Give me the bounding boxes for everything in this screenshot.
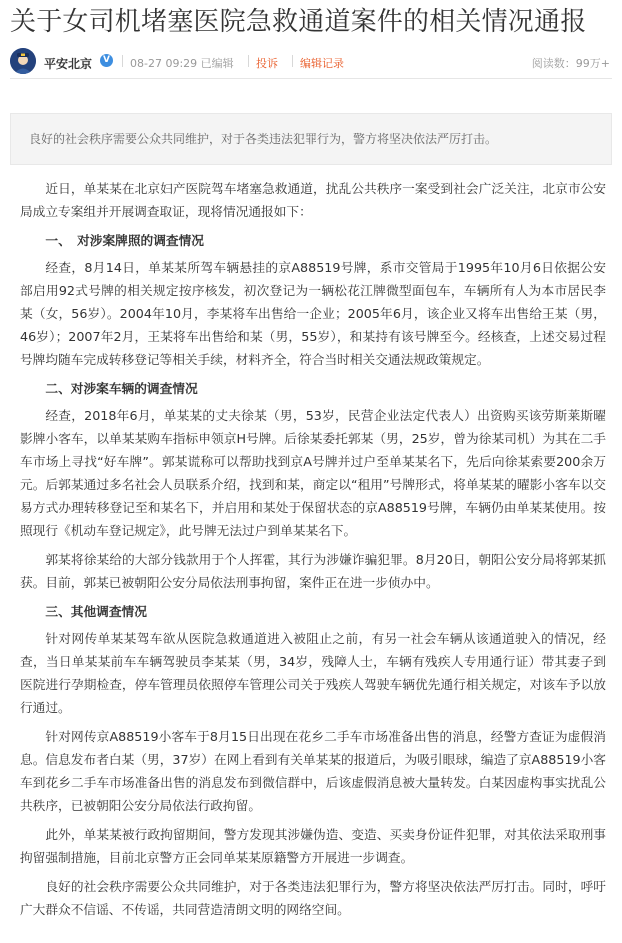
edit-log-link[interactable]: 编辑记录	[300, 57, 344, 70]
divider	[122, 55, 123, 67]
paragraph: 针对网传京A88519小客车于8月15日出现在花乡二手车市场准备出售的消息，经警方查证为虚假消息。信息发布者白某（男，37岁）在网上看到有关单某某的报道后，为吸引眼球，编造了京A88519小客车到花乡二手车市场准备出售的消息发布到微信群中，后该虚假消息被大量转发。白某因虚构事实扰乱公共秩序，已被朝阳公安分局依法行政拘留。	[20, 729, 606, 813]
verified-icon: V	[100, 54, 113, 67]
section-heading: 三、其他调查情况	[45, 604, 147, 619]
read-count: 阅读数：99万+	[531, 57, 610, 70]
paragraph: 良好的社会秩序需要公众共同维护，对于各类违法犯罪行为，警方将坚决依法严厉打击。同时，呼吁广大群众不信谣、不传谣，共同营造清朗文明的网络空间。	[20, 879, 606, 917]
police-avatar-icon	[10, 48, 36, 74]
paragraph: 近日，单某某在北京妇产医院驾车堵塞急救通道，扰乱公共秩序一案受到社会广泛关注，北京市公安局成立专案组并开展调查取证，现将情况通报如下：	[20, 181, 606, 219]
article-meta	[10, 44, 612, 78]
article-summary: 良好的社会秩序需要公众共同维护，对于各类违法犯罪行为，警方将坚决依法严厉打击。	[10, 113, 612, 165]
paragraph: 针对网传单某某驾车欲从医院急救通道进入被阻止之前，有另一社会车辆从该通道驶入的情况，经查，当日单某某前车车辆驾驶员李某某（男，34岁，残障人士，车辆有残疾人专用通行证）带其妻子到医院进行孕期检查，停车管理员依照停车管理公司关于残疾人驾驶车辆优先通行相关规定，对该车予以放行通过。	[20, 631, 606, 715]
paragraph: 经查，2018年6月，单某某的丈夫徐某（男，53岁，民营企业法定代表人）出资购买该劳斯莱斯曜影牌小客车，以单某某购车指标申领京H号牌。后徐某委托郭某（男，25岁，曾为徐某司机）为其在二手车市场上寻找“好车牌”。郭某谎称可以帮助找到京A号牌并过户至单某某名下，先后向徐某索要200余万元。后郭某通过多名社会人员联系介绍，找到和某，商定以“租用”号牌形式，将单某某的曜影小客车以交易方式办理转移登记至和某名下，并启用和某处于保留状态的京A88519号牌，车辆仍由单某某使用。按照现行《机动车登记规定》，此号牌无法过户到单某某名下。	[20, 408, 606, 538]
article-page	[0, 4, 622, 943]
article-body	[10, 177, 612, 921]
section-heading: 二、对涉案车辆的调查情况	[45, 381, 198, 396]
divider	[248, 55, 249, 67]
section-heading: 一、 对涉案牌照的调查情况	[45, 233, 204, 248]
author-name[interactable]: 平安北京	[44, 57, 93, 71]
article-title: 关于女司机堵塞医院急救通道案件的相关情况通报	[10, 7, 587, 37]
paragraph: 郭某将徐某给的大部分钱款用于个人挥霍，其行为涉嫌诈骗犯罪。8月20日，朝阳公安分局将郭某抓获。目前，郭某已被朝阳公安分局依法刑事拘留，案件正在进一步侦办中。	[20, 552, 606, 590]
paragraph: 此外，单某某被行政拘留期间，警方发现其涉嫌伪造、变造、买卖身份证件犯罪，对其依法采取刑事拘留强制措施，目前北京警方正会同单某某原籍警方开展进一步调查。	[20, 827, 606, 865]
divider	[292, 55, 293, 67]
avatar[interactable]	[10, 48, 36, 74]
complain-link[interactable]: 投诉	[256, 57, 278, 70]
post-time: 08-27 09:29 已编辑	[130, 57, 234, 70]
meta-divider	[10, 78, 612, 79]
paragraph: 经查，8月14日，单某某所驾车辆悬挂的京A88519号牌，系市交管局于1995年10月6日依据公安部启用92式号牌的相关规定按序核发，初次登记为一辆松花江牌微型面包车，车辆所有人为本市居民李某（女，56岁）。2004年10月，李某将车出售给一企业；2005年6月，该企业又将车出售给王某（男，46岁）；2007年2月，王某将车出售给和某（男，55岁），和某持有该号牌至今。经核查，上述交易过程号牌均随车完成转移登记等相关手续，材料齐全，符合当时相关交通法规政策规定。	[20, 260, 606, 367]
